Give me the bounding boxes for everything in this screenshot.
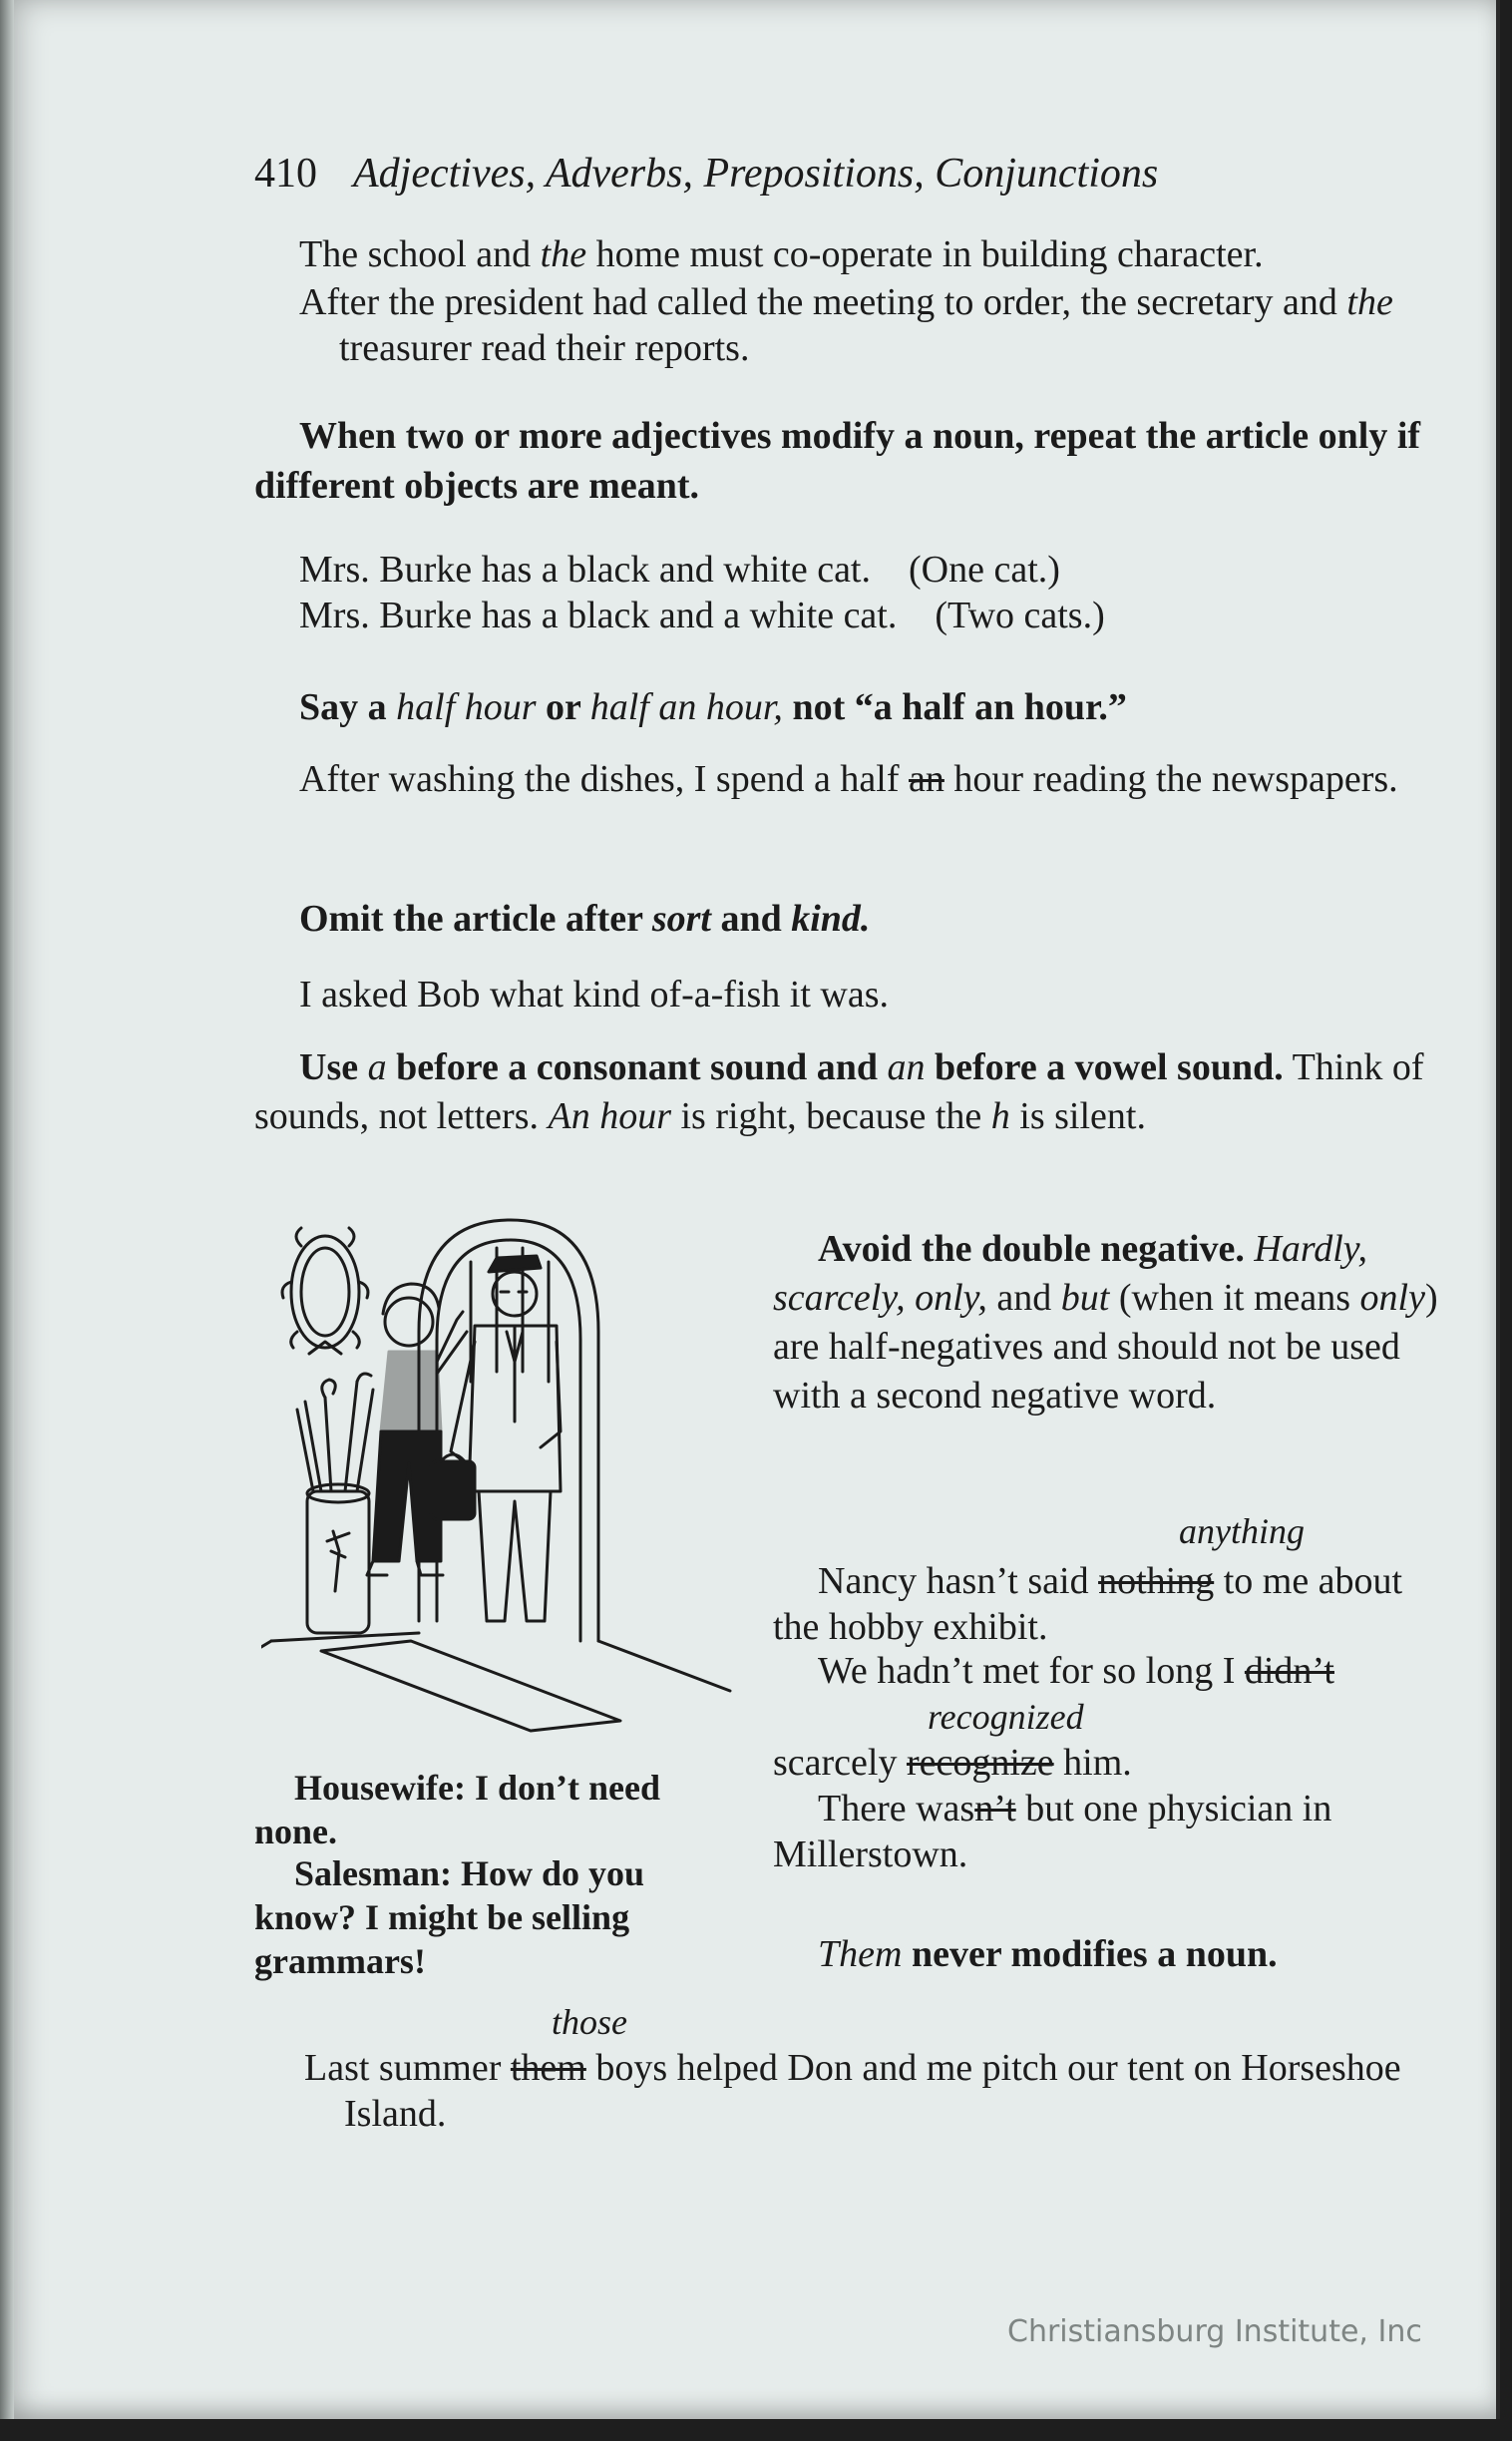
rule-sort-kind: Omit the article after sort and kind. — [299, 898, 871, 940]
example-president-meeting: After the president had called the meeting to order, the secretary and the treasurer read their reports. — [299, 281, 1393, 369]
example-school-home: The school and the home must co-operate in building character. — [299, 233, 1264, 275]
umbrella-stand — [297, 1374, 373, 1633]
rule-double-negative: Avoid the double negative. Hardly, scarcely, only, and but (when it means only) are half-negatives and should not be used with a second negative word. — [773, 1228, 1438, 1417]
insertion-those: those — [552, 2002, 627, 2042]
rule-a-an: Use a before a consonant sound and an before a vowel sound. Think of sounds, not letters. An hour is right, because the h is silent. — [254, 1046, 1424, 1137]
example-hadnt-met: We hadn’t met for so long I didn’t — [818, 1650, 1334, 1692]
page-header — [254, 150, 1158, 198]
insertion-anything: anything — [1179, 1511, 1305, 1551]
example-hadnt-met-cont: scarcely recognize him. — [773, 1742, 1132, 1784]
example-half-hour: After washing the dishes, I spend a half an hour reading the newspapers. — [299, 758, 1398, 800]
struck-word: an — [909, 758, 945, 800]
caption-housewife: Housewife: I don’t need none. — [254, 1768, 660, 1851]
rule-half-hour: Say a half hour or half an hour, not “a half an hour.” — [299, 686, 1127, 728]
rule-repeat-article: When two or more adjectives modify a noun, repeat the article only if different objects are meant. — [254, 415, 1421, 507]
example-nancy: Nancy hasn’t said nothing to me about the hobby exhibit. — [773, 1560, 1403, 1648]
rule-them: Them never modifies a noun. — [818, 1933, 1278, 1975]
struck-word: nothing — [1098, 1560, 1215, 1602]
example-last-summer: Last summer them boys helped Don and me pitch our tent on Horseshoe Island. — [304, 2047, 1401, 2135]
example-one-cat: Mrs. Burke has a black and white cat. (One cat.) — [299, 549, 1060, 591]
struck-word: n’t — [974, 1788, 1016, 1830]
example-two-cats: Mrs. Burke has a black and a white cat. (Two cats.) — [299, 595, 1105, 636]
example-physician: There wasn’t but one physician in Millerstown. — [773, 1788, 1332, 1875]
cartoon-illustration — [261, 1202, 740, 1741]
page-number: 410 — [254, 151, 317, 197]
watermark-text: Christiansburg Institute, Inc — [1007, 2314, 1422, 2349]
insertion-recognized: recognized — [928, 1697, 1084, 1737]
example-kind-of-fish: I asked Bob what kind of-a-fish it was. — [299, 974, 890, 1016]
book-spine-shadow — [0, 0, 14, 2419]
struck-word: recognize — [906, 1742, 1054, 1784]
struck-article: -a- — [681, 974, 724, 1016]
wreath-icon — [282, 1228, 368, 1354]
chapter-title: Adjectives, Adverbs, Prepositions, Conjunctions — [353, 151, 1159, 197]
struck-word: them — [510, 2047, 586, 2089]
struck-word: didn’t — [1244, 1650, 1334, 1692]
caption-salesman: Salesman: How do you know? I might be selling grammars! — [254, 1853, 645, 1981]
housewife-figure — [367, 1284, 467, 1575]
doormat — [321, 1641, 620, 1731]
